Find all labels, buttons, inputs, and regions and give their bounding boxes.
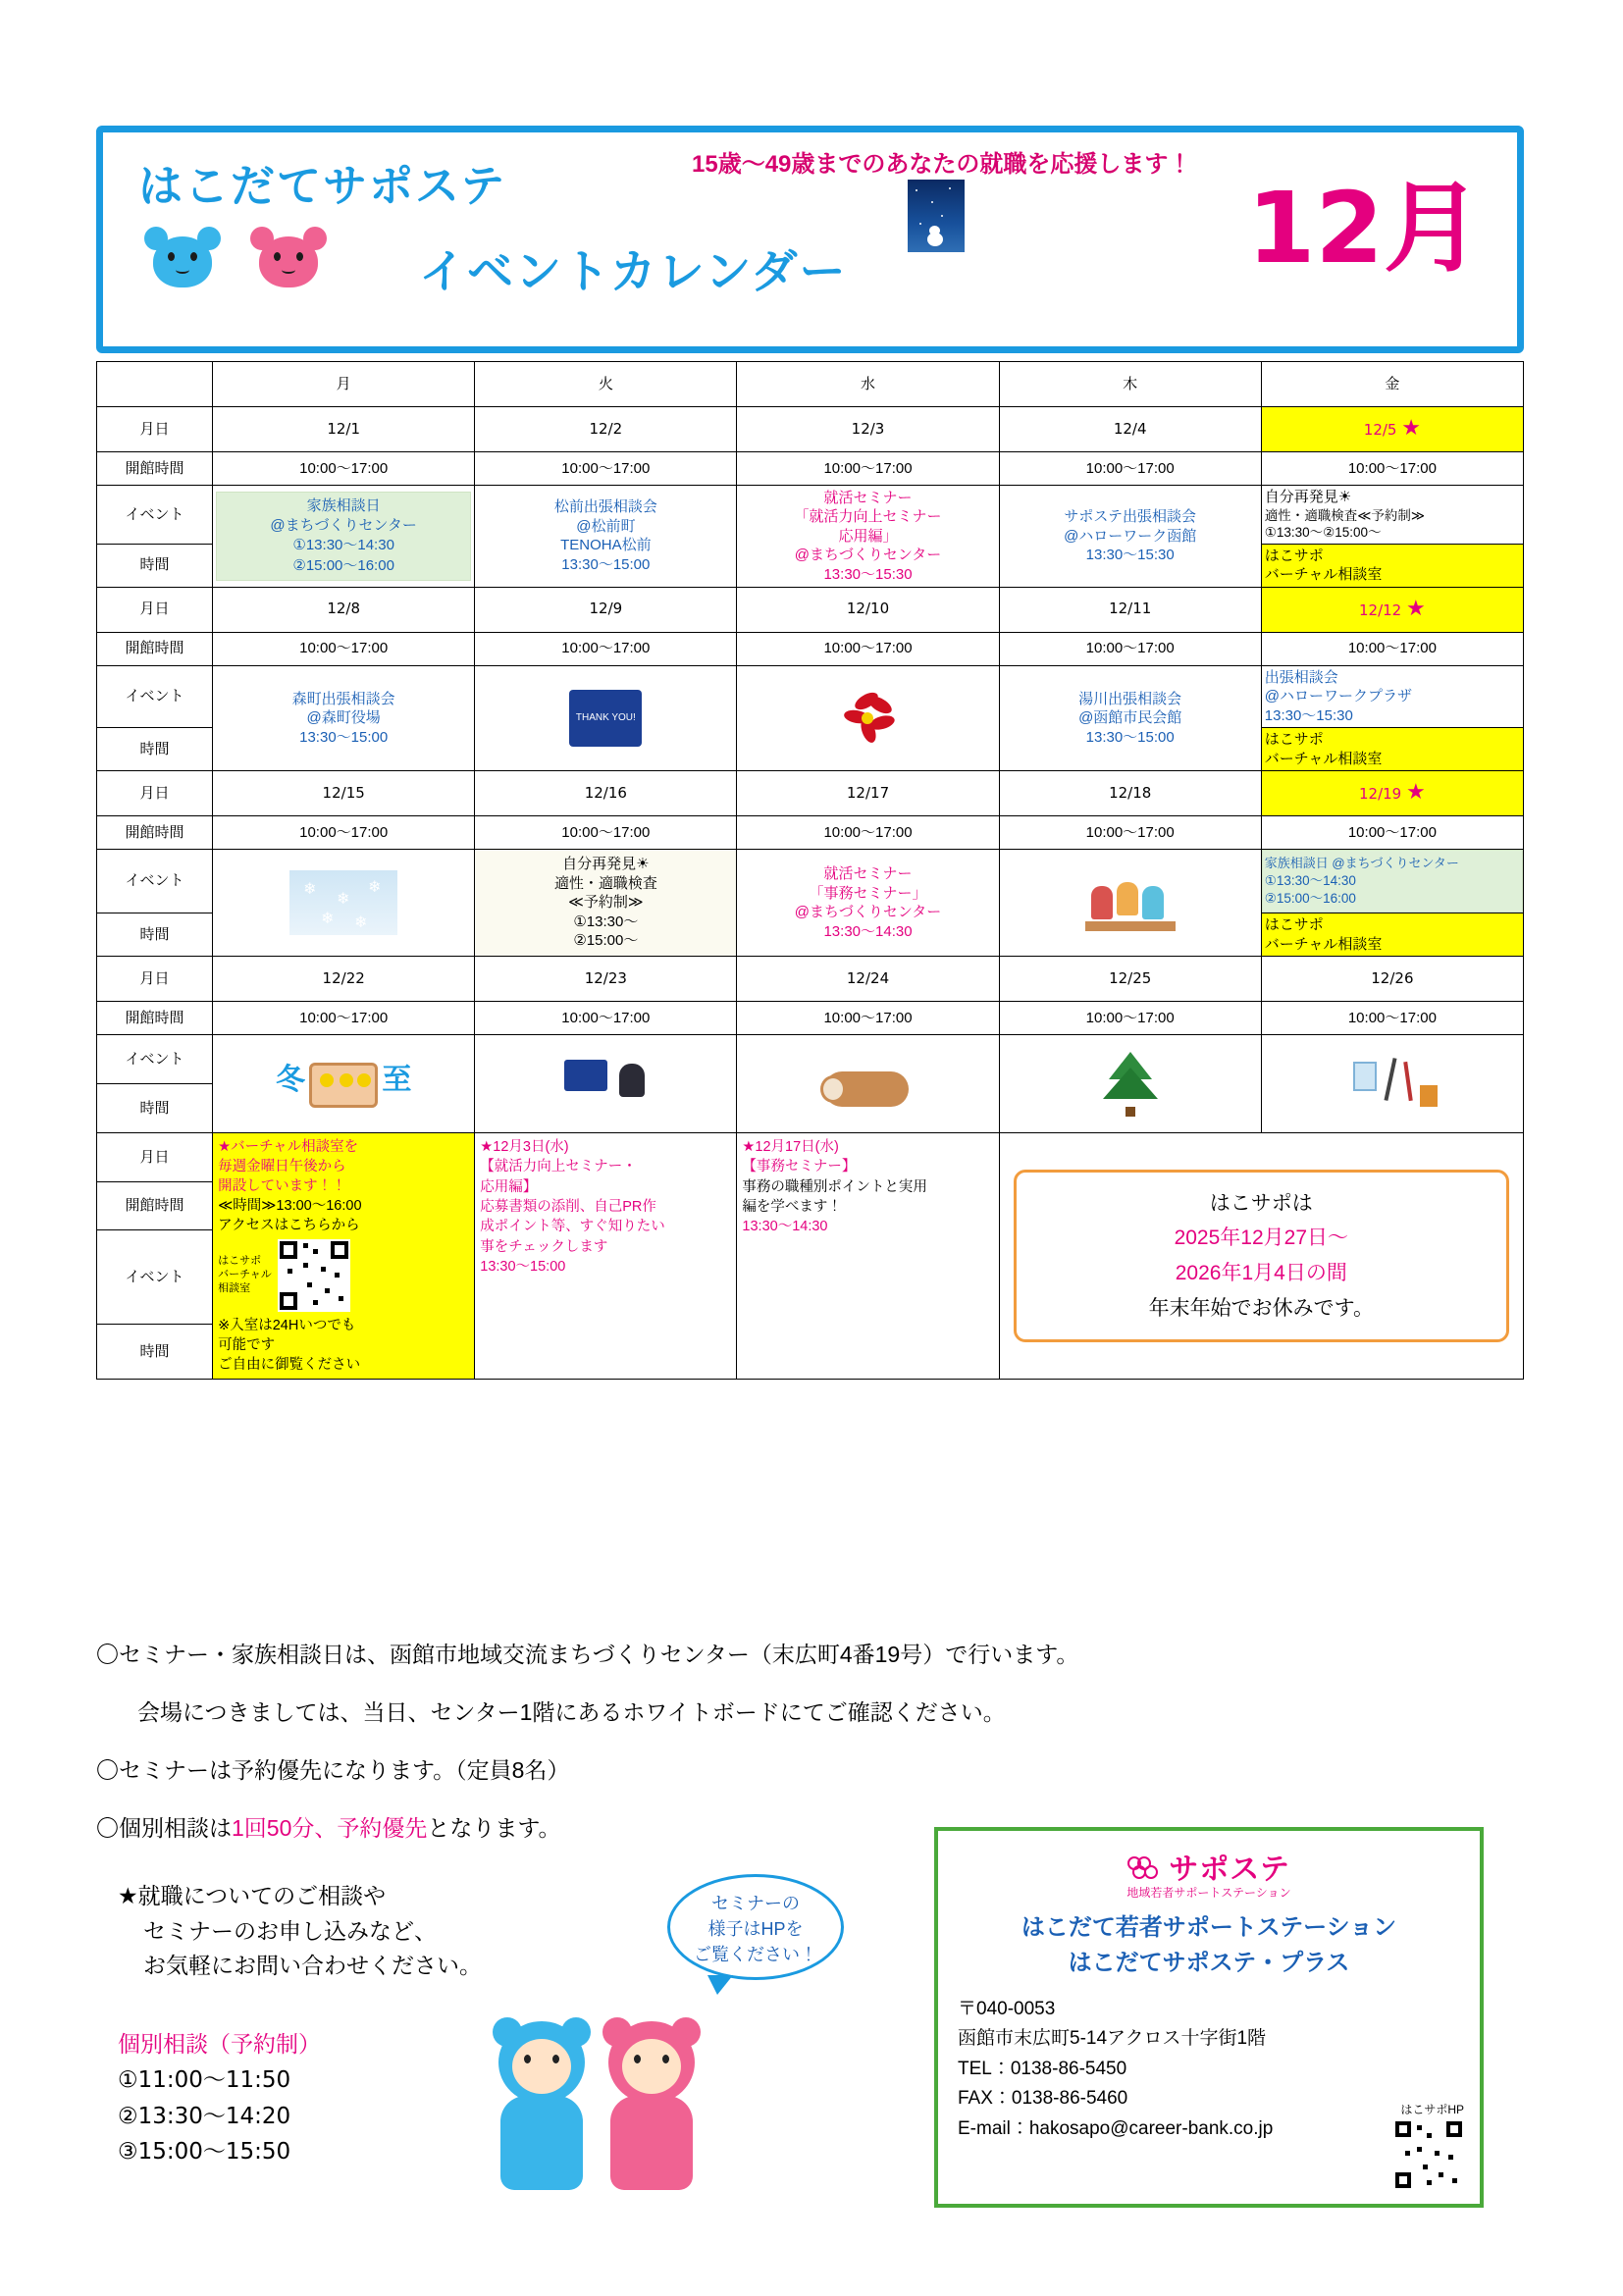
week3-date-row [97,771,1524,816]
individual-consult-block [118,2026,321,2170]
contact-callout [118,1879,667,1984]
row-label-hours-2: 開館時間 [97,632,213,665]
holiday-l1: はこサポは [1209,1191,1313,1215]
bubble-l3: ご覧ください！ [694,1945,817,1965]
hours-12-4: 10:00〜17:00 [999,452,1261,486]
date-12-2: 12/2 [475,407,737,452]
event-12-19 [1261,850,1523,913]
row-label-date-2: 月日 [97,587,213,632]
event-12-5-l3: ①13:30〜②15:00〜 [1264,525,1382,541]
event-12-16-l4: ①13:30〜 [573,913,639,930]
vnote-l6: ※入室は24Hいつでも [218,1318,356,1334]
row-label-date: 月日 [97,407,213,452]
note-1: 〇セミナー・家族相談日は、函館市地域交流まちづくりセンター（末広町4番19号）で行います。 [96,1642,1079,1667]
event-12-5-l1: 自分再発見☀ [1264,489,1352,505]
mascot-blue-character-icon [491,2021,593,2198]
seminar1-title: 【就活力向上セミナー・ [480,1159,637,1175]
contact-address: 函館市末広町5-14アクロス十字街1階 [958,2028,1267,2050]
star-icon-2: ★ [1406,596,1426,621]
seminar1-b3: 事をチェックします [480,1238,608,1255]
hp-speech-bubble [667,1874,844,1980]
holiday-note [1014,1170,1509,1343]
event-12-2-l1: 松前出張相談会 [553,498,657,516]
event-12-4-l1: サポステ出張相談会 [1064,508,1197,526]
event-12-16 [475,850,737,957]
banner-title-line1: はこだてサポステ [138,160,507,212]
contact-email: E-mail：hakosapo@career-bank.co.jp [958,2117,1274,2139]
virtual-room-12-19-l1: はこサポ [1264,916,1324,934]
decor-12-10 [737,665,999,771]
holiday-note-cell [999,1133,1523,1380]
week1-event-row [97,486,1524,545]
toji-label-2: 至 [382,1063,412,1096]
event-12-1 [213,486,475,588]
hours-12-8: 10:00〜17:00 [213,632,475,665]
event-12-2-l3: TENOHA松前 [560,537,652,554]
seminar1-note [475,1133,736,1280]
event-12-3-l3: 応用編」 [838,527,898,545]
event-12-2-l4: 13:30〜15:00 [561,555,651,573]
event-12-1-l3: ①13:30〜14:30 [292,537,394,554]
header-banner [96,126,1524,353]
row-label-date-4: 月日 [97,957,213,1002]
note-2: 会場につきましては、当日、センター1階にあるホワイトボードにてご確認ください。 [137,1699,1006,1725]
note-3: 〇セミナーは予約優先になります。（定員8名） [96,1757,570,1783]
decor-12-18 [999,850,1261,957]
weekday-thu: 木 [999,362,1261,407]
event-12-3 [737,486,999,588]
hours-12-12: 10:00〜17:00 [1261,632,1523,665]
mascot-bear-pink-icon [250,227,327,297]
weekday-fri: 金 [1261,362,1523,407]
event-12-2-l2: @松前町 [576,517,636,535]
hp-qr-label: はこサポHP [1400,2103,1464,2116]
date-12-15: 12/15 [213,771,475,816]
party-celebration-image [1085,874,1176,931]
decor-12-24 [737,1035,999,1133]
thank-you-card-image [569,690,642,747]
hours-12-23: 10:00〜17:00 [475,1002,737,1035]
event-12-16-l3: ≪予約制≫ [568,894,644,912]
consult-item-2: ②13:30〜14:20 [118,2103,291,2129]
seminar1-b2: 成ポイント等、すぐ知りたい [480,1219,665,1235]
event-12-2 [475,486,737,588]
event-12-3-l2: 「就活力向上セミナー [794,508,942,526]
hours-12-2: 10:00〜17:00 [475,452,737,486]
mascot-pink-character-icon [601,2021,703,2198]
decor-12-22 [213,1035,475,1133]
christmas-tree-image [1096,1052,1165,1117]
seminar1-b1: 応募書類の添削、自己PR作 [480,1198,656,1215]
event-12-1-l2: @まちづくりセンター [270,517,417,535]
footer-date-row [97,1133,1524,1182]
vnote-l2: 毎週金曜日午後から [218,1159,346,1175]
date-12-8: 12/8 [213,587,475,632]
star-icon: ★ [1401,416,1421,442]
week2-date-row [97,587,1524,632]
event-12-11-l3: 13:30〜15:00 [1085,728,1175,746]
hours-12-11: 10:00〜17:00 [999,632,1261,665]
week4-date-row [97,957,1524,1002]
cleaning-tools-image [1345,1052,1440,1117]
event-12-12 [1261,665,1523,728]
vnote-l7: 可能です [218,1337,276,1354]
event-12-17-l2: 「事務セミナー」 [809,884,927,902]
event-12-8 [213,665,475,771]
vnote-title: ★バーチャル相談室を [218,1139,359,1156]
event-12-19-l1: 家族相談日 @まちづくりセンター [1264,856,1459,871]
seminar2-note [737,1133,998,1240]
hours-12-19: 10:00〜17:00 [1261,816,1523,850]
event-12-3-l1: 就活セミナー [823,489,913,506]
banner-tagline: 15歳〜49歳までのあなたの就職を応援します！ [692,151,1192,178]
weekday-wed: 水 [737,362,999,407]
consult-title: 個別相談（予約制） [118,2031,321,2057]
event-12-5 [1261,486,1523,545]
weekday-mon: 月 [213,362,475,407]
event-12-17-l3: @まちづくりセンター [794,904,942,921]
virtual-room-note [213,1133,474,1379]
hp-qr-code[interactable] [1393,2119,1464,2190]
consult-item-3: ③15:00〜15:50 [118,2139,291,2166]
row-label-time-5: 時間 [97,1325,213,1380]
week4-event-row [97,1035,1524,1084]
seminar2-title: 【事務セミナー】 [742,1159,857,1175]
date-12-19-text: 12/19 [1359,785,1402,804]
virtual-room-12-12-l2: バーチャル相談室 [1264,750,1383,767]
hours-12-10: 10:00〜17:00 [737,632,999,665]
corner-cell [97,362,213,407]
row-label-event-3: イベント [97,850,213,913]
virtual-room-note-cell [213,1133,475,1380]
holiday-l4: 年末年始でお休みです。 [1148,1296,1374,1320]
event-12-11-l2: @函館市民会館 [1078,709,1182,727]
event-12-1-l1: 家族相談日 [306,496,381,514]
date-12-24: 12/24 [737,957,999,1002]
hours-12-25: 10:00〜17:00 [999,1002,1261,1035]
event-12-1-box [216,492,471,581]
seminar1-head: ★12月3日(水) [480,1139,569,1156]
row-label-time-3: 時間 [97,913,213,957]
date-12-10: 12/10 [737,587,999,632]
seminar2-note-cell [737,1133,999,1380]
seminar2-b2: 編を学べます！ [742,1198,842,1215]
date-12-18: 12/18 [999,771,1261,816]
event-12-4 [999,486,1261,588]
decor-12-9 [475,665,737,771]
hours-12-17: 10:00〜17:00 [737,816,999,850]
contact-address-block [958,1995,1460,2144]
hours-12-3: 10:00〜17:00 [737,452,999,486]
virtual-room-12-19 [1261,913,1523,957]
snowflake-image: ❄ ❄ ❄ ❄ ❄ [289,870,397,935]
event-12-11 [999,665,1261,771]
callout-l3: お気軽にお問い合わせください。 [143,1953,482,1979]
poinsettia-image [834,689,903,748]
logo-subtitle: 地域若者サポートステーション [1126,1886,1291,1900]
seminar1-title2: 応用編】 [480,1178,538,1195]
org-name-line1: はこだて若者サポートステーション [1021,1914,1397,1941]
event-12-16-l2: 適性・適職検査 [553,874,657,892]
decor-12-23 [475,1035,737,1133]
decor-12-25 [999,1035,1261,1133]
christmas-cake-image [814,1054,922,1115]
row-label-time-4: 時間 [97,1084,213,1133]
event-calendar-table [96,361,1524,1380]
hours-12-5: 10:00〜17:00 [1261,452,1523,486]
note-4-prefix: 〇個別相談は [96,1815,232,1841]
row-label-time: 時間 [97,544,213,587]
virtual-room-12-12-l1: はこサポ [1264,731,1324,749]
date-12-5-text: 12/5 [1363,421,1397,440]
decor-12-26 [1261,1035,1523,1133]
org-name-line2: はこだてサポステ・プラス [1068,1950,1350,1976]
weekday-header-row [97,362,1524,407]
seminar1-time: 13:30〜15:00 [480,1258,566,1275]
event-12-12-l2: @ハローワークプラザ [1264,688,1412,705]
vnote-l4: ≪時間≫13:00〜16:00 [218,1198,362,1215]
week1-hours-row [97,452,1524,486]
row-label-event-5: イベント [97,1230,213,1325]
date-12-26: 12/26 [1261,957,1523,1002]
hours-12-16: 10:00〜17:00 [475,816,737,850]
virtual-room-12-5-l1: はこサポ [1264,547,1324,564]
event-12-19-l3: ②15:00〜16:00 [1264,890,1356,906]
virtual-room-12-5 [1261,544,1523,587]
event-12-19-box [1262,850,1523,913]
weekday-tue: 火 [475,362,737,407]
week3-event-row [97,850,1524,913]
event-12-8-l3: 13:30〜15:00 [299,728,389,746]
date-12-4: 12/4 [999,407,1261,452]
date-12-9: 12/9 [475,587,737,632]
vnote-qr-cap2: バーチャル [218,1269,272,1281]
date-12-16: 12/16 [475,771,737,816]
event-12-17-l4: 13:30〜14:30 [823,922,913,940]
date-12-19 [1261,771,1523,816]
virtual-room-12-19-l2: バーチャル相談室 [1264,935,1383,953]
holiday-l2: 2025年12月27日〜 [1174,1226,1349,1250]
date-12-12 [1261,587,1523,632]
banner-title-line2: イベントカレンダー [419,245,848,299]
event-12-12-l3: 13:30〜15:30 [1264,706,1353,724]
event-12-12-l1: 出張相談会 [1264,668,1338,686]
event-12-11-l1: 湯川出張相談会 [1078,690,1182,707]
event-12-16-l5: ②15:00〜 [573,932,639,950]
contact-tel: TEL：0138-86-5450 [958,2058,1127,2079]
week1-date-row [97,407,1524,452]
decor-12-15 [213,850,475,957]
person-at-computer-image [560,1054,651,1115]
callout-l2: セミナーのお申し込みなど、 [143,1917,437,1944]
event-12-19-l2: ①13:30〜14:30 [1264,872,1356,888]
date-12-25: 12/25 [999,957,1261,1002]
row-label-hours: 開館時間 [97,452,213,486]
seminar2-time: 13:30〜14:30 [742,1219,828,1235]
note-4-highlight: 1回50分、予約優先 [232,1815,428,1841]
contact-fax: FAX：0138-86-5460 [958,2088,1128,2110]
event-12-1-l4: ②15:00〜16:00 [292,556,394,574]
event-12-5-l2: 適性・適職検査≪予約制≫ [1264,507,1426,523]
hours-12-18: 10:00〜17:00 [999,816,1261,850]
seminar2-b1: 事務の職種別ポイントと実用 [742,1178,927,1195]
event-12-3-l4: @まちづくりセンター [794,547,942,564]
row-label-event: イベント [97,486,213,545]
date-12-22: 12/22 [213,957,475,1002]
hours-12-22: 10:00〜17:00 [213,1002,475,1035]
row-label-date-5: 月日 [97,1133,213,1182]
virtual-room-12-5-l2: バーチャル相談室 [1264,566,1383,584]
hours-12-9: 10:00〜17:00 [475,632,737,665]
row-label-time-2: 時間 [97,728,213,771]
sakura-logo-icon [1127,1856,1161,1886]
date-12-11: 12/11 [999,587,1261,632]
vnote-l3: 開設しています！！ [218,1178,346,1195]
event-12-4-l2: @ハローワーク函館 [1064,527,1197,545]
mascot-pair-bottom [491,2021,716,2208]
event-12-17 [737,850,999,957]
yuzu-bath-image [309,1063,378,1108]
event-12-16-l1: 自分再発見☀ [562,856,650,873]
date-12-3: 12/3 [737,407,999,452]
winter-night-photo [908,180,965,252]
note-4-suffix: となります。 [427,1815,561,1841]
seminar2-head: ★12月17日(水) [742,1139,839,1156]
date-12-23: 12/23 [475,957,737,1002]
thank-you-card-label: THANK YOU! [575,712,636,724]
event-12-8-l2: @森町役場 [306,709,381,727]
contact-box [934,1827,1484,2208]
logo-text: サポステ [1169,1853,1290,1886]
week2-hours-row [97,632,1524,665]
week3-hours-row [97,816,1524,850]
event-12-4-l3: 13:30〜15:30 [1085,547,1175,564]
month-label: 12月 [1246,171,1482,286]
event-12-3-l5: 13:30〜15:30 [823,565,913,583]
toji-label-1: 冬 [275,1063,305,1096]
mascot-bear-blue-icon [144,227,221,297]
date-12-17: 12/17 [737,771,999,816]
bubble-l2: 様子はHPを [707,1919,804,1940]
consult-item-1: ①11:00〜11:50 [118,2066,291,2093]
vnote-qr-cap3: 相談室 [218,1281,251,1294]
week2-event-row [97,665,1524,728]
row-label-hours-4: 開館時間 [97,1002,213,1035]
date-12-12-text: 12/12 [1359,600,1402,619]
virtual-room-12-12 [1261,728,1523,771]
row-label-hours-3: 開館時間 [97,816,213,850]
event-12-8-l1: 森町出張相談会 [291,690,395,707]
hours-12-15: 10:00〜17:00 [213,816,475,850]
saposute-logo [958,1845,1460,1888]
bubble-l1: セミナーの [711,1894,800,1913]
date-12-5 [1261,407,1523,452]
vnote-qr-cap1: はこサポ [218,1255,262,1268]
seminar1-note-cell [475,1133,737,1380]
row-label-hours-5: 開館時間 [97,1181,213,1230]
contact-postal: 〒040-0053 [958,1999,1056,2019]
week4-hours-row [97,1002,1524,1035]
date-12-1: 12/1 [213,407,475,452]
hours-12-26: 10:00〜17:00 [1261,1002,1523,1035]
row-label-event-2: イベント [97,665,213,728]
holiday-l3: 2026年1月4日の間 [1175,1262,1347,1285]
row-label-event-4: イベント [97,1035,213,1084]
star-icon-3: ★ [1406,780,1426,806]
hours-12-24: 10:00〜17:00 [737,1002,999,1035]
vnote-l5: アクセスはこちらから [218,1218,360,1234]
virtual-room-qr-code[interactable] [278,1239,350,1312]
event-12-17-l1: 就活セミナー [823,865,913,883]
callout-l1: ★就職についてのご相談や [118,1883,387,1908]
vnote-l8: ご自由に御覧ください [218,1357,361,1374]
hours-12-1: 10:00〜17:00 [213,452,475,486]
row-label-date-3: 月日 [97,771,213,816]
